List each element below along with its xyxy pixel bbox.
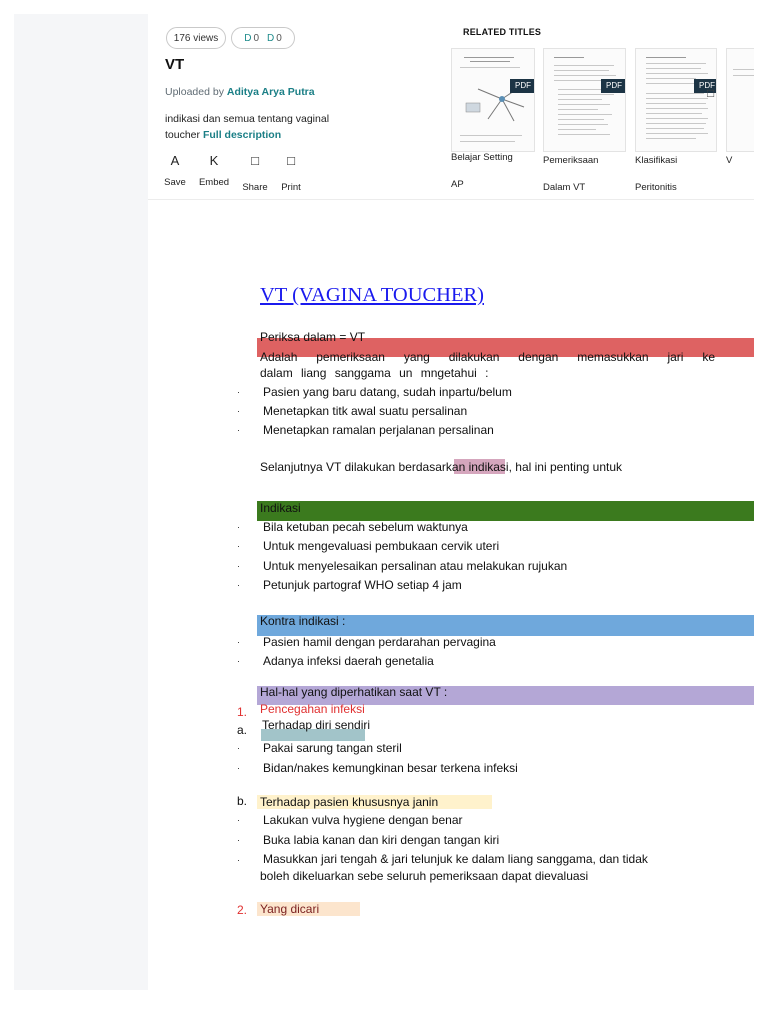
upvote-button[interactable] <box>244 33 259 44</box>
related-titles-heading: RELATED TITLES <box>463 27 542 37</box>
next-related-icon[interactable]: □ <box>707 86 715 100</box>
description-text: indikasi dan semua tentang vaginal toucher <box>165 113 330 141</box>
intro-item-3: Menetapkan ramalan perjalanan persalinan <box>263 423 494 437</box>
thumbs-up-icon: D <box>244 32 252 44</box>
sub-b-item-3: Masukkan jari tengah & jari telunjuk ke dalam liang sanggama, dan tidak <box>263 852 648 866</box>
thumbs-down-icon: D <box>267 32 275 44</box>
highlight-green <box>257 501 754 521</box>
bullet-dot: · <box>237 855 240 865</box>
related-title-1-line1: Belajar Setting <box>451 152 513 163</box>
bullet-dot: · <box>237 580 240 590</box>
hal-heading: Hal-hal yang diperhatikan saat VT : <box>260 685 448 699</box>
related-thumbnail-2[interactable] <box>543 48 626 152</box>
kontra-item-1: Pasien hamil dengan perdarahan pervagina <box>263 635 496 649</box>
sub-b-item-3-continuation: boleh dikeluarkan sebe seluruh pemeriksaan dapat dievaluasi <box>260 869 589 883</box>
save-label: Save <box>164 177 186 188</box>
embed-label: Embed <box>198 177 230 188</box>
print-button[interactable] <box>278 152 304 193</box>
pdf-badge: PDF <box>694 79 717 93</box>
intro-item-2: Menetapkan titk awal suatu persalinan <box>263 404 468 418</box>
uploader-name-link[interactable]: Aditya Arya Putra <box>226 86 315 98</box>
sub-a-title: Terhadap diri sendiri <box>262 718 371 732</box>
sub-b-item-2: Buka labia kanan dan kiri dengan tangan kiri <box>263 833 500 847</box>
header-divider <box>148 199 754 200</box>
sub-b-item-1: Lakukan vulva hygiene dengan benar <box>263 813 463 827</box>
save-icon: A <box>170 153 180 168</box>
sub-a-label: a. <box>237 723 248 737</box>
bullet-dot: · <box>237 406 240 416</box>
related-thumbnail-4[interactable] <box>726 48 754 152</box>
related-title-3-line2: Peritonitis <box>635 182 677 193</box>
save-button[interactable] <box>163 152 187 188</box>
bullet-dot: · <box>237 656 240 666</box>
related-title-2-line2: Dalam VT <box>543 182 586 193</box>
share-button[interactable] <box>241 152 269 193</box>
indikasi-heading: Indikasi <box>260 501 301 515</box>
vote-buttons <box>231 27 295 49</box>
left-sidebar <box>14 14 148 990</box>
indikasi-item-3: Untuk menyelesaikan persalinan atau melakukan rujukan <box>263 559 568 573</box>
print-label: Print <box>281 182 301 193</box>
document-title: VT <box>165 56 185 73</box>
document-description <box>165 111 345 143</box>
bullet-dot: · <box>237 387 240 397</box>
intro-line-2: dalam liang sanggama un mngetahui : <box>260 366 489 380</box>
pdf-badge: PDF <box>510 79 535 93</box>
followup-text: Selanjutnya VT dilakukan berdasarkan indikasi, hal ini penting untuk <box>260 460 623 474</box>
related-title-2-line1: Pemeriksaan <box>543 155 599 166</box>
bullet-dot: · <box>237 425 240 435</box>
upvote-count: 0 <box>253 32 259 44</box>
embed-button[interactable] <box>197 152 231 188</box>
downvote-count: 0 <box>276 32 282 44</box>
kontra-item-2: Adanya infeksi daerah genetalia <box>263 654 434 668</box>
print-icon: □ <box>287 153 295 168</box>
share-label: Share <box>242 182 268 193</box>
uploader-line <box>165 86 315 98</box>
sub-a-item-2: Bidan/nakes kemungkinan besar terkena infeksi <box>263 761 518 775</box>
share-icon: □ <box>251 153 259 168</box>
intro-heading: Periksa dalam = VT <box>260 330 366 344</box>
bullet-dot: · <box>237 561 240 571</box>
bullet-dot: · <box>237 637 240 647</box>
section-1-title: Pencegahan infeksi <box>260 702 365 716</box>
indikasi-item-2: Untuk mengevaluasi pembukaan cervik uteri <box>263 539 500 553</box>
uploaded-by-label: Uploaded by <box>165 86 224 98</box>
related-title-1[interactable] <box>451 144 513 198</box>
intro-item-1: Pasien yang baru datang, sudah inpartu/belum <box>263 385 512 399</box>
section-2-title: Yang dicari <box>260 902 320 916</box>
related-thumbnail-3[interactable] <box>635 48 717 152</box>
full-description-link[interactable]: Full description <box>202 129 282 141</box>
bullet-dot: · <box>237 835 240 845</box>
related-title-4[interactable] <box>726 147 732 174</box>
embed-icon: K <box>209 153 219 168</box>
kontra-heading: Kontra indikasi : <box>260 614 346 628</box>
related-title-3[interactable] <box>635 147 677 201</box>
indikasi-item-4: Petunjuk partograf WHO setiap 4 jam <box>263 578 462 592</box>
sub-b-title: Terhadap pasien khususnya janin <box>260 795 439 809</box>
sub-a-item-1: Pakai sarung tangan steril <box>263 741 402 755</box>
related-title-2[interactable] <box>543 147 598 201</box>
related-thumbnail-1[interactable] <box>451 48 535 152</box>
bullet-dot: · <box>237 743 240 753</box>
downvote-button[interactable] <box>267 33 282 44</box>
views-count-badge: 176 views <box>166 27 226 49</box>
bullet-dot: · <box>237 815 240 825</box>
bullet-dot: · <box>237 763 240 773</box>
intro-line-1: Adalah pemeriksaan yang dilakukan dengan memasukkan jari ke <box>260 350 715 364</box>
sub-b-label: b. <box>237 794 248 808</box>
related-title-3-line1: Klasifikasi <box>635 155 678 166</box>
section-2-number: 2. <box>237 903 248 917</box>
indikasi-item-1: Bila ketuban pecah sebelum waktunya <box>263 520 468 534</box>
section-1-number: 1. <box>237 705 248 719</box>
bullet-dot: · <box>237 522 240 532</box>
bullet-dot: · <box>237 541 240 551</box>
related-title-1-line2: AP <box>451 179 464 190</box>
related-title-4-line1: V <box>726 155 733 166</box>
pdf-badge: PDF <box>601 79 626 93</box>
doc-heading[interactable]: VT (VAGINA TOUCHER) <box>260 284 484 306</box>
